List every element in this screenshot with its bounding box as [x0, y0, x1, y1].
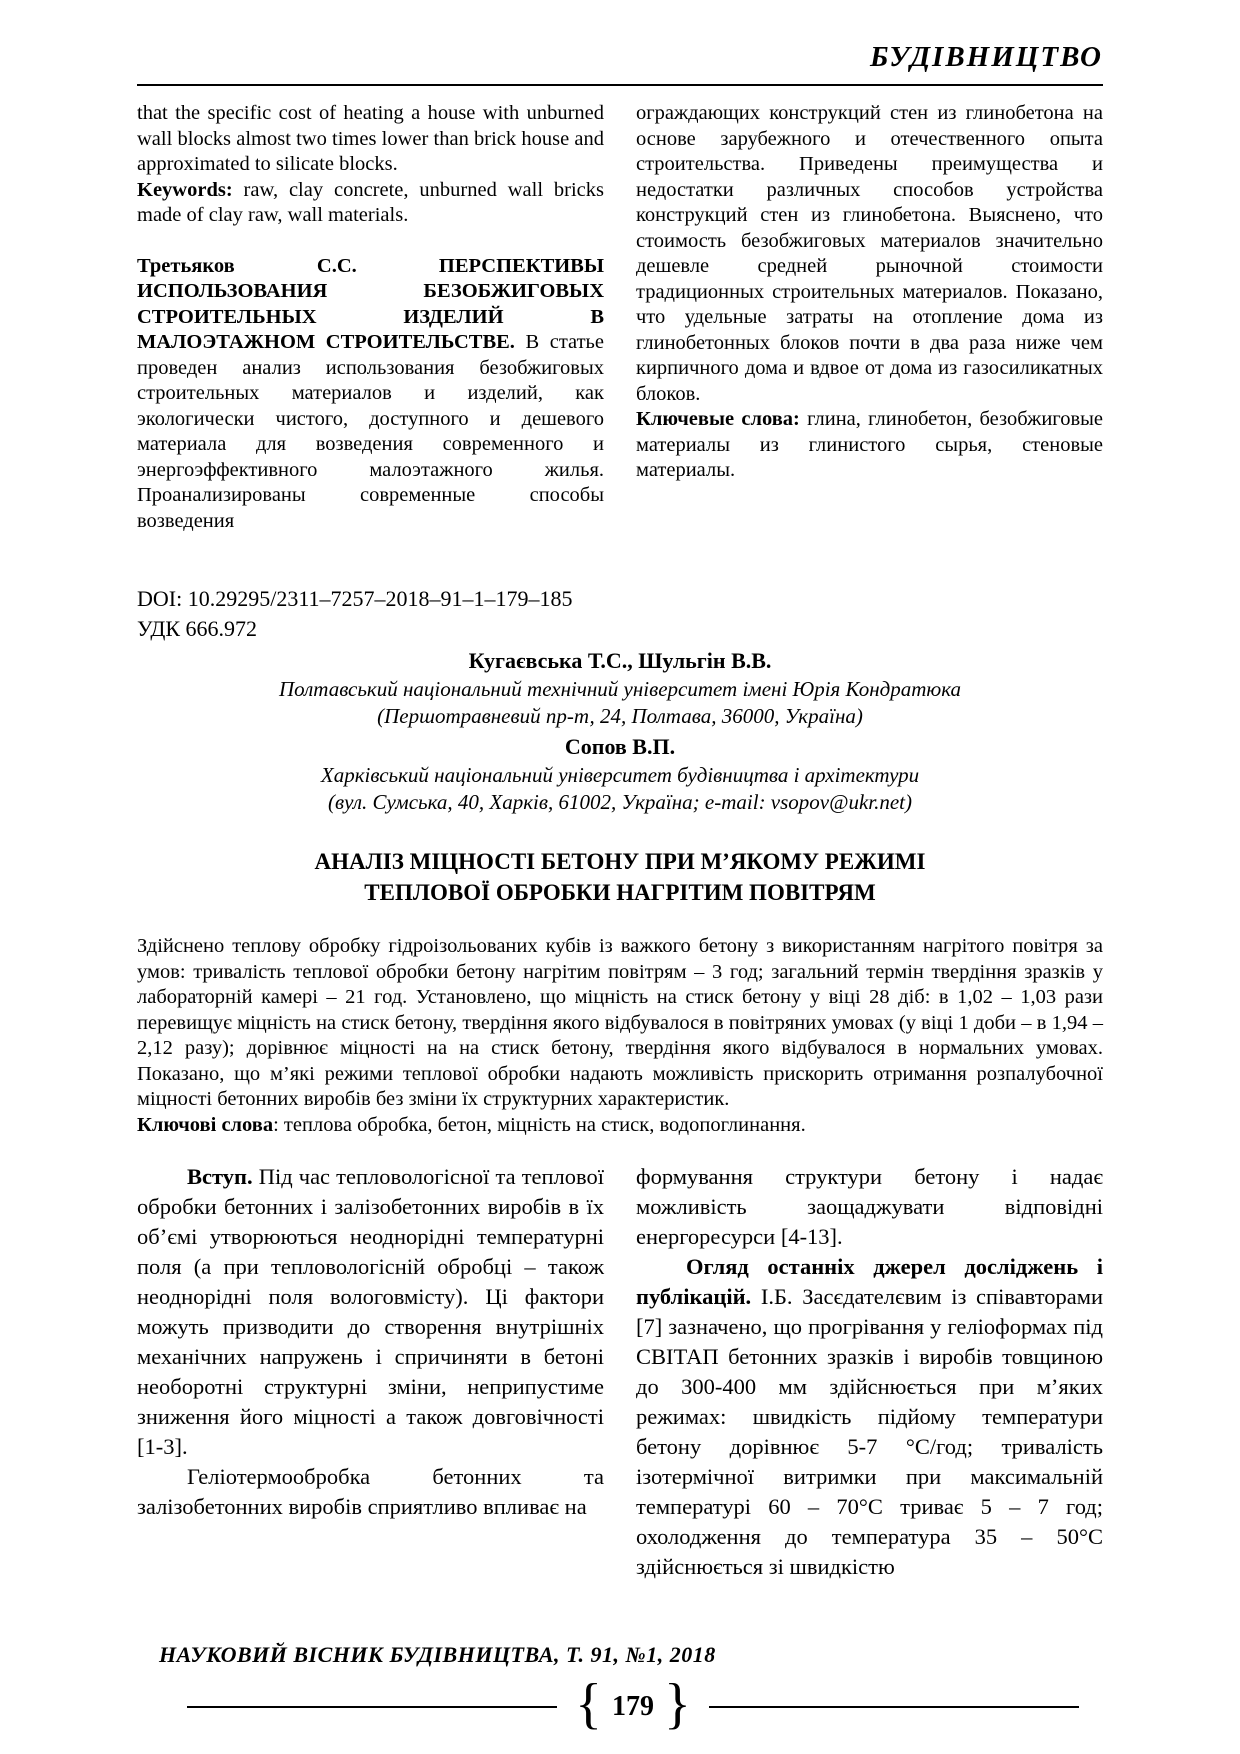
russian-abstract-continuation: ограждающих конструкций стен из глинобетона на основе зарубежного и отечественного опыта строительства. Приведены преимущества и недостатки различных способов устройства конструкций стен из глинобетона. Выяснено, что стоимость безобжиговых материалов значительно дешевле средней рыночной стоимости традиционных строительных материалов. Показано, что удельные затраты на отопление дома из глинобетонных блоков почти в два раза ниже чем кирпичного дома и вдвое от дома из газосиликатных блоков. [636, 102, 1103, 405]
doi-line: DOI: 10.29295/2311–7257–2018–91–1–179–185 [137, 586, 573, 611]
ukrainian-keywords-label: Ключові слова [137, 1113, 274, 1136]
body-right-column [636, 1162, 1103, 1582]
russian-keywords: Ключевые слова: глина, глинобетон, безобжиговые материалы из глинистого сырья, стеновые материалы. [636, 408, 1103, 481]
ukrainian-abstract: Здійснено теплову обробку гідроізольованих кубів із важкого бетону з використанням нагрітого повітря за умов: тривалість теплової обробки бетону нагрітим повітрям – 3 год; загальний термін твердіння зразків у лабораторній камері – 21 год. Установлено, що міцність на стиск бетону у віці 28 діб: в 1,02 – 1,03 рази перевищує міцність на стиск бетону, твердіння якого відбувалося в повітряних умовах (у віці 1 доби – в 1,94 – 2,12 разу); дорівнює міцності на на стиск бетону, твердіння якого відбувалося в нормальних умовах. Показано, що м’які режими теплової обробки надають можливість прискорить отримання розпалубочної міцності бетонних виробів без зміни їх структурних характеристик. [137, 935, 1103, 1110]
introduction-heading: Вступ. [187, 1164, 253, 1189]
page-header [137, 40, 1103, 86]
introduction-paragraph: Вступ. Під час тепловологісної та теплової обробки бетонних і залізобетонних виробів в їх об’ємі утворюються неоднорідні температурні поля (а при тепловологісній обробці – також неоднорідні поля вологовмісту). Ці фактори можуть призводити до створення внутрішніх механічних напружень і спричиняти в бетоні необоротні структурні зміни, неприпустиме зниження його міцності а також довговічності [1-3]. [137, 1164, 605, 1459]
literature-review-paragraph: Огляд останніх джерел досліджень і публікацій. І.Б. Засєдателєвим із співавторами [7] зазначено, що прогрівання у геліоформах під СВІТАП бетонних зразків і виробів товщиною до 300-400 мм здійснюється при м’яких режимах: швидкість підйому температури бетону дорівнює 5-7 °С/год; тривалість ізотермічної витримки при максимальній температурі 60 – 70°С триває 5 – 7 год; охолодження до температура 35 – 50°С здійснюється зі швидкістю [636, 1254, 1104, 1579]
page-footer [137, 1641, 1103, 1735]
affiliation-2-line-1: Харківський національний університет будівництва і архітектури [320, 763, 920, 787]
affiliation-1-line-2: (Першотравневий пр-т, 24, Полтава, 36000, Україна) [377, 704, 863, 728]
russian-abstract-title: Третьяков С.С. ПЕРСПЕКТИВЫ ИСПОЛЬЗОВАНИЯ БЕЗОБЖИГОВЫХ СТРОИТЕЛЬНЫХ ИЗДЕЛИЙ В МАЛОЭТАЖНОМ СТРОИТЕЛЬСТВЕ. [137, 254, 604, 353]
authors-line-1: Кугаєвська Т.С., Шульгін В.В. [468, 648, 772, 673]
literature-review-heading: Огляд останніх джерел досліджень і публікацій. [636, 1254, 1103, 1309]
russian-keywords-label: Ключевые слова: [636, 408, 800, 430]
body-left-column [137, 1162, 604, 1582]
authors-line-2: Сопов В.П. [564, 734, 676, 759]
russian-abstract: Третьяков С.С. ПЕРСПЕКТИВЫ ИСПОЛЬЗОВАНИЯ БЕЗОБЖИГОВЫХ СТРОИТЕЛЬНЫХ ИЗДЕЛИЙ В МАЛОЭТАЖНОМ СТРОИТЕЛЬСТВЕ. В статье проведен анализ использования безобжиговых строительных материалов и изделий, как экологически чистого, доступного и дешевого материала для возведения современного и энергоэффективного малоэтажного жилья. Проанализированы современные способы возведения [137, 254, 604, 532]
english-keywords: Keywords: raw, clay concrete, unburned wall bricks made of clay raw, wall materials. [137, 178, 605, 226]
abstract-block [137, 934, 1103, 1138]
page-number: 179 [612, 1690, 654, 1722]
footer-rule-right [709, 1706, 1079, 1708]
header-rule [137, 84, 1103, 86]
affiliation-1-line-1: Полтавський національний технічний університет імені Юрія Кондратюка [278, 677, 962, 701]
journal-section-title: БУДІВНИЦТВО [869, 41, 1103, 73]
previous-article-abstracts [137, 101, 1103, 534]
right-brace-ornament: } [664, 1672, 691, 1735]
article-title: АНАЛІЗ МІЦНОСТІ БЕТОНУ ПРИ М’ЯКОМУ РЕЖИМІ ТЕПЛОВОЇ ОБРОБКИ НАГРІТИМ ПОВІТРЯМ [314, 849, 926, 905]
english-keywords-label: Keywords: [137, 178, 233, 201]
left-brace-ornament: { [575, 1672, 602, 1735]
top-right-column [636, 101, 1103, 534]
footer-rule-left [187, 1706, 557, 1708]
top-left-column [137, 101, 604, 534]
journal-footer-line: НАУКОВИЙ ВІСНИК БУДІВНИЦТВА, Т. 91, №1, 2018 [159, 1641, 716, 1667]
affiliation-2-line-2: (вул. Сумська, 40, Харків, 61002, Україна; e-mail: vsopov@ukr.net) [327, 790, 913, 814]
body-paragraph-continuation: формування структури бетону і надає можливість заощаджувати відповідні енергоресурси [4-13]. [636, 1164, 1103, 1249]
english-abstract-tail: that the specific cost of heating a house with unburned wall blocks almost two times lower than brick house and approximated to silicate blocks. [137, 102, 604, 175]
body-paragraph: Геліотермообробка бетонних та залізобетонних виробів сприятливо впливає на [137, 1464, 604, 1519]
udc-line: УДК 666.972 [137, 616, 258, 641]
article-meta [137, 584, 1103, 816]
ukrainian-keywords: Ключові слова: теплова обробка, бетон, міцність на стиск, водопоглинання. [137, 1113, 806, 1136]
page-number-row [137, 1672, 1103, 1735]
article-body [137, 1162, 1103, 1582]
